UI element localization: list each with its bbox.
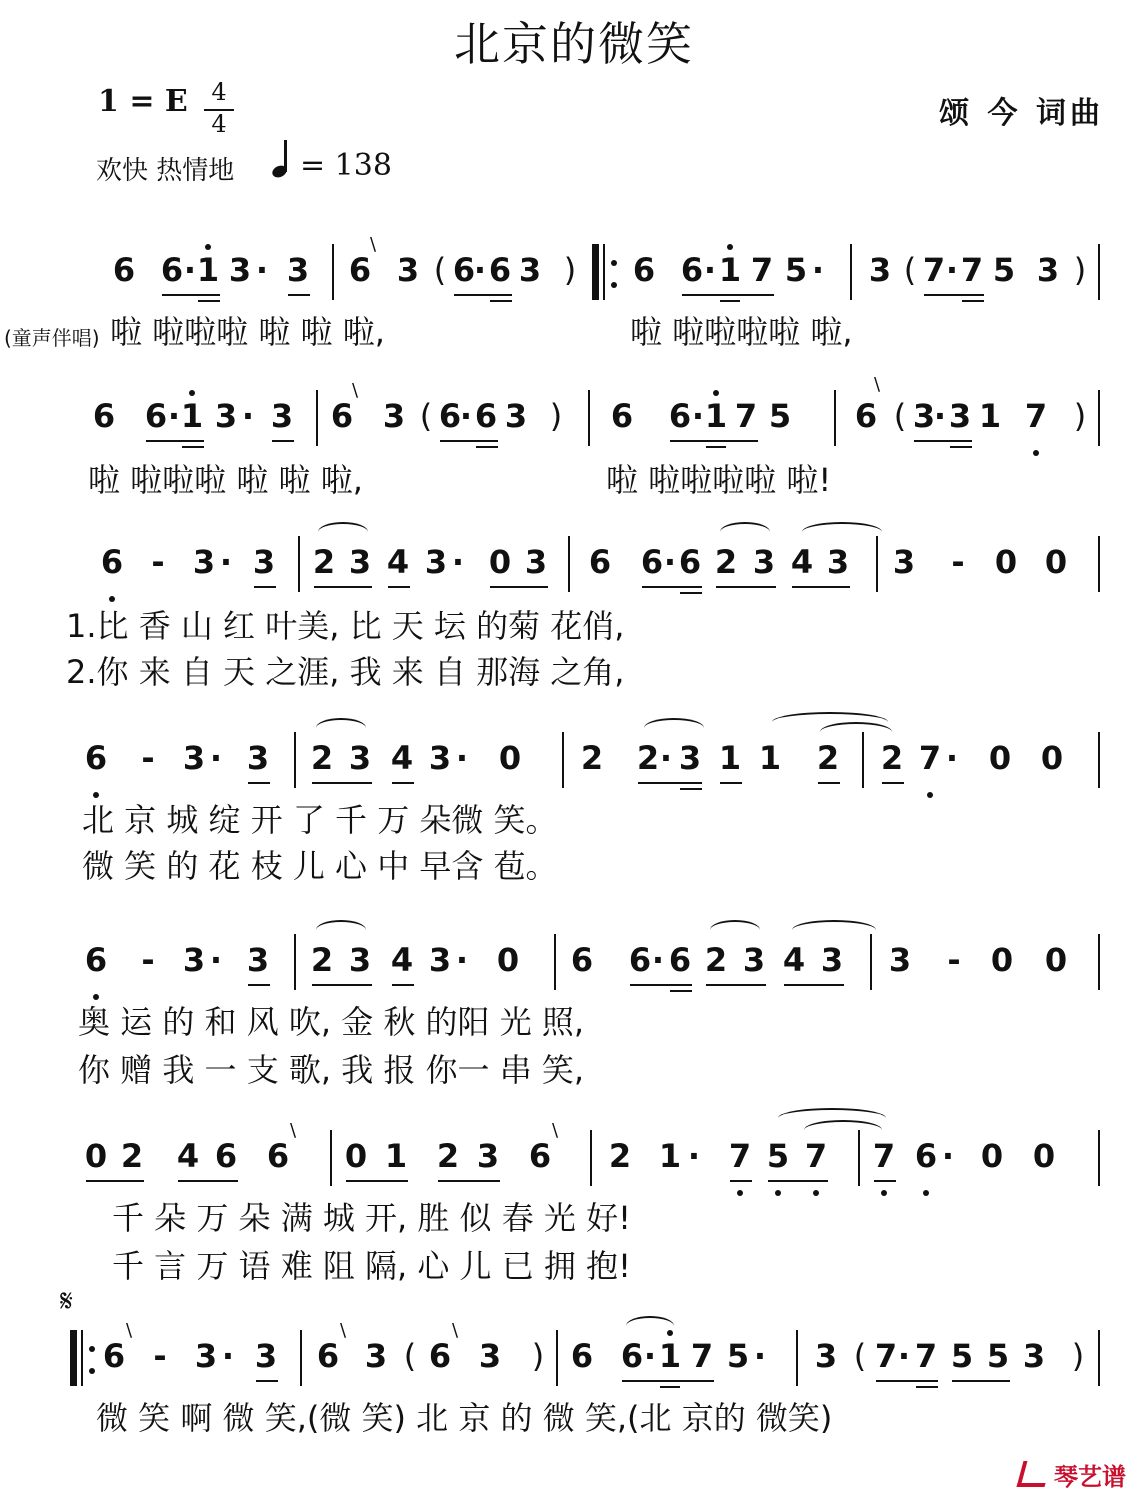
lyrics-row-2a: 啦 啦啦啦 啦 啦 啦,: [88, 461, 363, 499]
lyrics-row-3-verse1: 1.比 香 山 红 叶美, 比 天 坛 的菊 花俏,: [66, 607, 625, 645]
lyrics-row-1b: 啦 啦啦啦啦 啦,: [630, 313, 853, 351]
tempo-value: = 138: [300, 148, 392, 183]
key-signature: 1 = E: [98, 84, 188, 119]
score-row-6: 0 2 4 6 6 \ 0 1 2 3 6 \ 2 1 · 7 5 7 7 6 · 0 0: [0, 1136, 1148, 1226]
time-signature-bottom: 4: [211, 110, 227, 138]
lyrics-row-2b: 啦 啦啦啦啦 啦!: [606, 461, 832, 499]
quarter-note-stem: [284, 140, 287, 172]
lyrics-label-children: (童声伴唱): [4, 326, 100, 350]
lyrics-row-7: 微 笑 啊 微 笑,(微 笑) 北 京 的 微 笑,(北 京的 微笑): [96, 1399, 833, 1437]
score-row-3: 6 - 3 · 3 2 3 4 3 · 0 3 6 6 · 6 2 3 4 3 3 - 0 0: [0, 542, 1148, 632]
logo-text: 琴艺谱: [1054, 1463, 1126, 1491]
score-row-7: 6 \ - 3 · 3 6 \ 3 ( 6 \ 3 ) 6 6 · 1 7 5 · 3 ( 7 · 7 5 5 3 ): [0, 1336, 1148, 1426]
lyrics-row-4-verse1: 北 京 城 绽 开 了 千 万 朵微 笑。: [82, 801, 558, 839]
logo-icon: [1017, 1461, 1052, 1487]
score-row-2: 6 6 · 1 3 · 3 6 \ 3 ( 6 · 6 3 ) 6 6 · 1 7 5 6 \ ( 3 · 3 1 7 ): [0, 396, 1148, 486]
lyrics-row-6-verse2: 千 言 万 语 难 阻 隔, 心 儿 已 拥 抱!: [112, 1247, 631, 1285]
page-title: 北京的微笑: [454, 17, 694, 71]
lyrics-row-1a: 啦 啦啦啦 啦 啦 啦,: [110, 313, 385, 351]
score-row-1: 6 6 · 1 3 · 3 6 \ 3 ( 6 · 6 3 ) 6 6 · 1 7 5 · 3 ( 7 · 7 5 3 ): [0, 250, 1148, 340]
site-logo: [1020, 1457, 1126, 1492]
time-signature-top: 4: [211, 78, 227, 106]
tempo-mark: 欢快 热情地: [96, 156, 235, 186]
lyrics-row-6-verse1: 千 朵 万 朵 满 城 开, 胜 似 春 光 好!: [112, 1199, 631, 1237]
lyrics-row-5-verse1: 奥 运 的 和 风 吹, 金 秋 的阳 光 照,: [78, 1003, 585, 1041]
lyrics-row-5-verse2: 你 赠 我 一 支 歌, 我 报 你一 串 笑,: [78, 1051, 585, 1089]
lyrics-row-4-verse2: 微 笑 的 花 枝 儿 心 中 早含 苞。: [82, 847, 558, 885]
composer-credit: 颂 今 词曲: [939, 96, 1104, 131]
score-row-5: 6 - 3 · 3 2 3 4 3 · 0 6 6 · 6 2 3 4 3 3 - 0 0: [0, 940, 1148, 1030]
segno-sign: 𝄋: [60, 1284, 73, 1319]
lyrics-row-3-verse2: 2.你 来 自 天 之涯, 我 来 自 那海 之角,: [66, 653, 625, 691]
score-row-4: 6 - 3 · 3 2 3 4 3 · 0 2 2 · 3 1 1 2 2 7 · 0 0: [0, 738, 1148, 828]
